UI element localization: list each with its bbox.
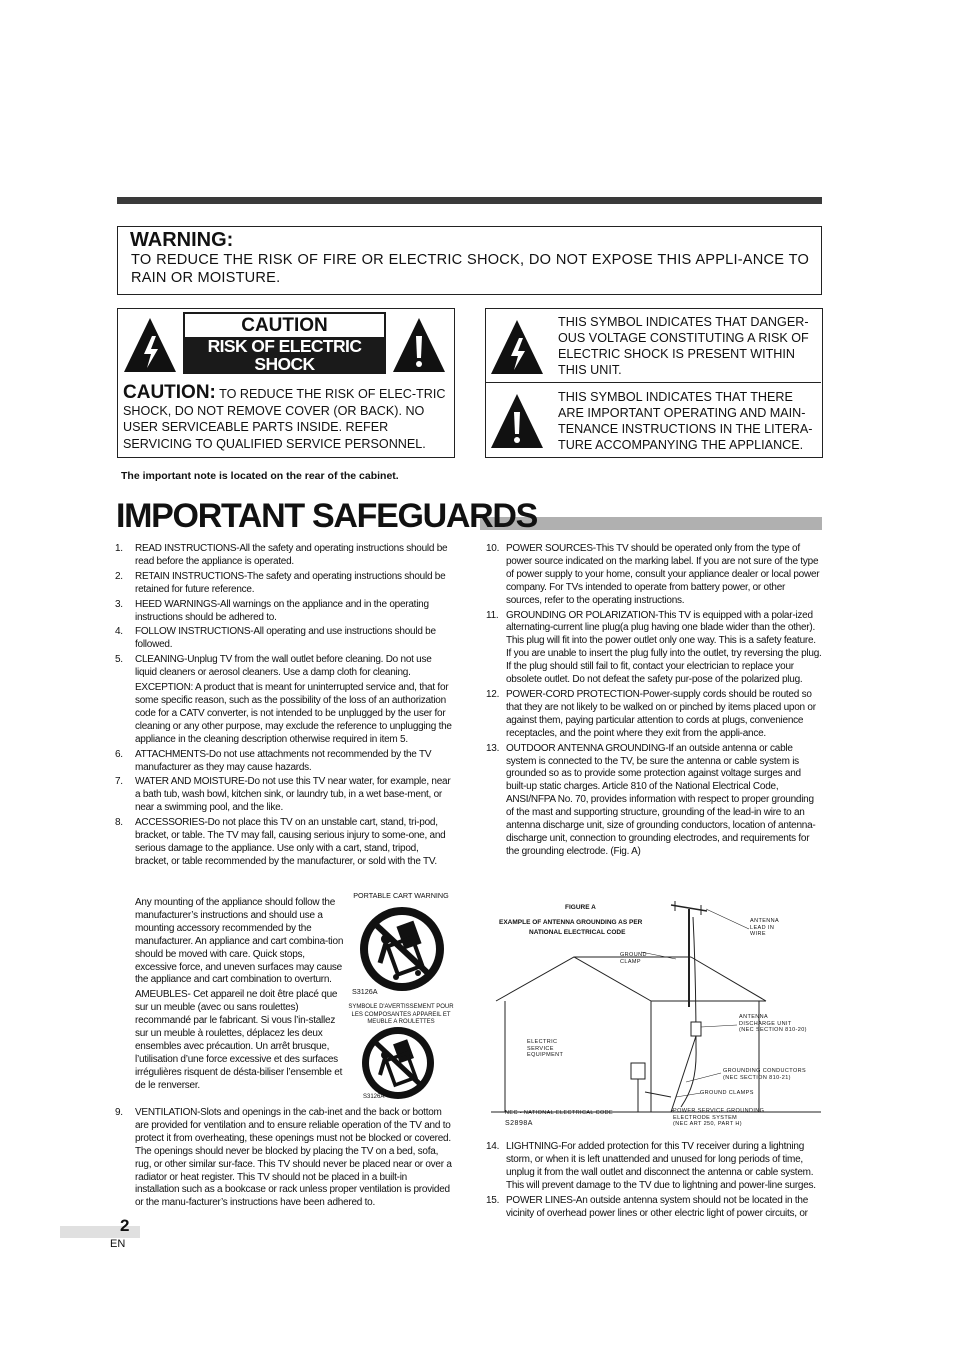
warning-text: TO REDUCE THE RISK OF FIRE OR ELECTRIC SHOCK, DO NOT EXPOSE THIS APPLI-ANCE TO RAIN OR MOISTURE. [131, 252, 809, 286]
right-column-2 [486, 1141, 822, 1222]
mounting-paragraph: Any mounting of the appliance should follow the manufacturer’s instructions and should use a mounting accessory recommended by the manufacturer. An appliance and cart combina-tion should be moved with care. Quick stops, excessive force, and uneven surfaces may cause the appliance and cart combination to overturn. [135, 897, 344, 986]
list-item: 1. READ INSTRUCTIONS-All the safety and operating instructions should be read before the appliance is operated. [115, 543, 448, 567]
exclamation-triangle-icon [391, 316, 447, 374]
label-ground-clamps: GROUND CLAMPS [700, 1090, 754, 1096]
label-grounding-conductors: GROUNDING CONDUCTORS (NEC SECTION 810-21) [723, 1068, 807, 1081]
lightning-symbol-text: THIS SYMBOL INDICATES THAT DANGER-OUS VOLTAGE CONSTITUTING A RISK OF ELECTRIC SHOCK IS PRESENT WITHIN THIS UNIT. [558, 315, 809, 377]
list-item: 3. HEED WARNINGS-All warnings on the appliance and in the operating instructions should be adhered to. [115, 598, 429, 623]
caution-banner-line1: RISK OF ELECTRIC SHOCK [207, 336, 362, 374]
list-item: 7. WATER AND MOISTURE-Do not use this TV near water, for example, near a bath tub, wash bowl, kitchen sink, or laundry tub, in a wet base-ment, or near a swimming pool, and the like. [115, 776, 451, 814]
language-code: EN [110, 1238, 126, 1250]
figure-subtitle-1: EXAMPLE OF ANTENNA GROUNDING AS PER [499, 919, 643, 926]
cart-warning-title-fr: SYMBOLE D'AVERTISSEMENT POUR LES COMPOSANTES APPAREIL ET MEUBLE A ROULETTES [348, 1004, 454, 1025]
caution-banner-title: CAUTION [185, 314, 384, 337]
page-title: IMPORTANT SAFEGUARDS [116, 497, 538, 535]
cart-warning-title: PORTABLE CART WARNING [353, 891, 449, 900]
list-item: 10. POWER SOURCES-This TV should be operated only from the type of power source indicated on the marking label. If you are not sure of the type of power supply to your home, consult your appliance dealer or local power company. For TVs intended to operate from battery power, or other sources, refer to the operating instructions. [486, 543, 820, 606]
lightning-triangle-icon [489, 318, 545, 376]
warning-title: WARNING: [130, 229, 234, 251]
right-column [486, 543, 822, 861]
list-item: 15. POWER LINES-An outside antenna system should not be located in the vicinity of overhead power lines or other electric light of power circuits, or [486, 1194, 809, 1219]
list-item: 4. FOLLOW INSTRUCTIONS-All operating and use instructions should be followed. [115, 626, 436, 651]
label-ground-clamp: GROUND CLAMP [620, 952, 647, 965]
symbols-divider [485, 382, 821, 383]
list-item: 5. CLEANING-Unplug TV from the wall outlet before cleaning. Do not use liquid cleaners or aerosol cleaners. Use a damp cloth for cleaning. [115, 654, 432, 679]
exclamation-symbol-text: THIS SYMBOL INDICATES THAT THERE ARE IMPORTANT OPERATING AND MAIN-TENANCE INSTRUCTIONS IN THE LITERA-TURE ACCOMPANYING THE APPLIANCE. [558, 390, 813, 452]
list-item: 9. VENTILATION-Slots and openings in the cab-inet and the back or bottom are provided for ventilation and to ensure reliable operation of the TV and to protect it from overheating, these openings must not be blocked or covered. The openings should never be blocked by placing the TV on a bed, sofa, rug, or other similar sur-face. This TV should never be placed near or over a radiator or heat register. This TV should not be placed in a built-in installation such as a bookcase or rack unless proper ventilation is provided or the manu-facturer’s instructions have been adhered to. [115, 1107, 452, 1209]
antenna-grounding-figure [491, 897, 821, 1133]
label-nec: NEC - NATIONAL ELECTRICAL CODE [505, 1110, 614, 1116]
list-item: 13. OUTDOOR ANTENNA GROUNDING-If an outside antenna or cable system is connected to the TV, be sure the antenna or cable system is grounded so as to provide some protection against voltage surges and built-up static charges. Article 810 of the National Electrical Code, ANSI/NFPA No. 70, provides information with respect to proper grounding of the mast and supporting structure, grounding of the lead-in wire to an antenna discharge unit, size of grounding conductors, location of antenna-discharge unit, connection to grounding electrodes, and requirements for the grounding electrode. (Fig. A) [486, 742, 816, 857]
list-item: EXCEPTION: A product that is meant for uninterrupted service and, that for some specific reason, such as the possibility of the loss of an authorization code for a CATV converter, is not intended to be unplugged by the user for cleaning or any other purpose, may exclude the reference to unplugging the appliance in the cleaning description otherwise required in item 5. [135, 682, 452, 745]
list-item: 11. GROUNDING OR POLARIZATION-This TV is equipped with a polar-ized alternating-current line plug(a plug having one blade wider than the other). This plug will fit into the power outlet only one way. This is a safety feature. If you are unable to insert the plug fully into the outlet, try reversing the plug. If the plug should still fail to fit, contact your electrician to replace your obsolete outlet. Do not defeat the safety pur-pose of the polarized plug. [486, 609, 822, 686]
caution-banner [183, 312, 386, 392]
french-paragraph: AMEUBLES- Cet appareil ne doit être placé que sur un meuble (avec ou sans roulettes) recommandé par le fabricant. Si vous l’in-stallez sur un meuble à roulettes, déplacez les deux ensembles avec précaution. Un arrêt brusque, l’utilisation d’une force excessive et des surfaces irrégulières risquent de désta-biliser l’ensemble et de le renverser. [135, 989, 343, 1091]
page-number: 2 [120, 1216, 130, 1235]
list-item: 14. LIGHTNING-For added protection for this TV receiver during a lightning storm, or when it is left unattended and unused for long periods of time, unplug it from the wall outlet and disconnect the antenna or cable system. This will prevent damage to the TV due to lightning and power-line surges. [486, 1141, 816, 1191]
figure-code: S2898A [505, 1120, 533, 1127]
caution-body: TO REDUCE THE RISK OF ELEC-TRIC SHOCK, DO NOT REMOVE COVER (OR BACK). NO USER SERVICEABLE PARTS INSIDE. REFER SERVICING TO QUALIFIED SERVICE PERSONNEL. [123, 387, 446, 451]
label-service-equipment: ELECTRIC SERVICE EQUIPMENT [527, 1039, 564, 1058]
list-item: 12. POWER-CORD PROTECTION-Power-supply cords should be routed so that they are not likely to be walked on or pinched by items placed upon or against them, paying particular attention to cords at plugs, convenience receptacles, and the point where they exit from the appli-ance. [486, 688, 816, 739]
exclamation-triangle-icon [489, 392, 545, 450]
list-item: 8. ACCESSORIES-Do not place this TV on an unstable cart, stand, tri-pod, bracket, or table. The TV may fall, causing serious injury to some-one, and serious damage to the appliance. Use only with a cart, stand, tripod, bracket, or table recommended by the manufacturer, or sold with the TV. [115, 817, 446, 867]
cart-code-1: S3126A [352, 987, 378, 996]
caution-label: CAUTION: [123, 382, 216, 403]
label-discharge-unit: ANTENNA DISCHARGE UNIT (NEC SECTION 810-20) [739, 1014, 807, 1033]
item9 [115, 1107, 452, 1212]
label-electrode-system: POWER SERVICE GROUNDING ELECTRODE SYSTEM (NEC ART 250, PART H) [673, 1108, 765, 1127]
top-rule [117, 197, 822, 204]
figure-title: FIGURE A [565, 904, 596, 911]
list-item: 2. RETAIN INSTRUCTIONS-The safety and operating instructions should be retained for future reference. [115, 570, 446, 595]
cart-tipover-icon [359, 1024, 437, 1102]
cart-code-2: S3126A [363, 1094, 385, 1100]
caution-banner-line2: DO NOT OPEN [226, 372, 343, 392]
left-column [115, 543, 452, 871]
label-lead-in-wire: ANTENNA LEAD IN WIRE [750, 918, 780, 937]
lightning-triangle-icon [122, 316, 178, 374]
item8-continued [115, 897, 348, 1095]
list-item: 6. ATTACHMENTS-Do not use attachments not recommended by the TV manufacturer as they may cause hazards. [115, 748, 432, 773]
cabinet-note: The important note is located on the rear of the cabinet. [121, 470, 399, 482]
figure-subtitle-2: NATIONAL ELECTRICAL CODE [529, 929, 626, 936]
cart-tipover-icon [356, 903, 448, 995]
